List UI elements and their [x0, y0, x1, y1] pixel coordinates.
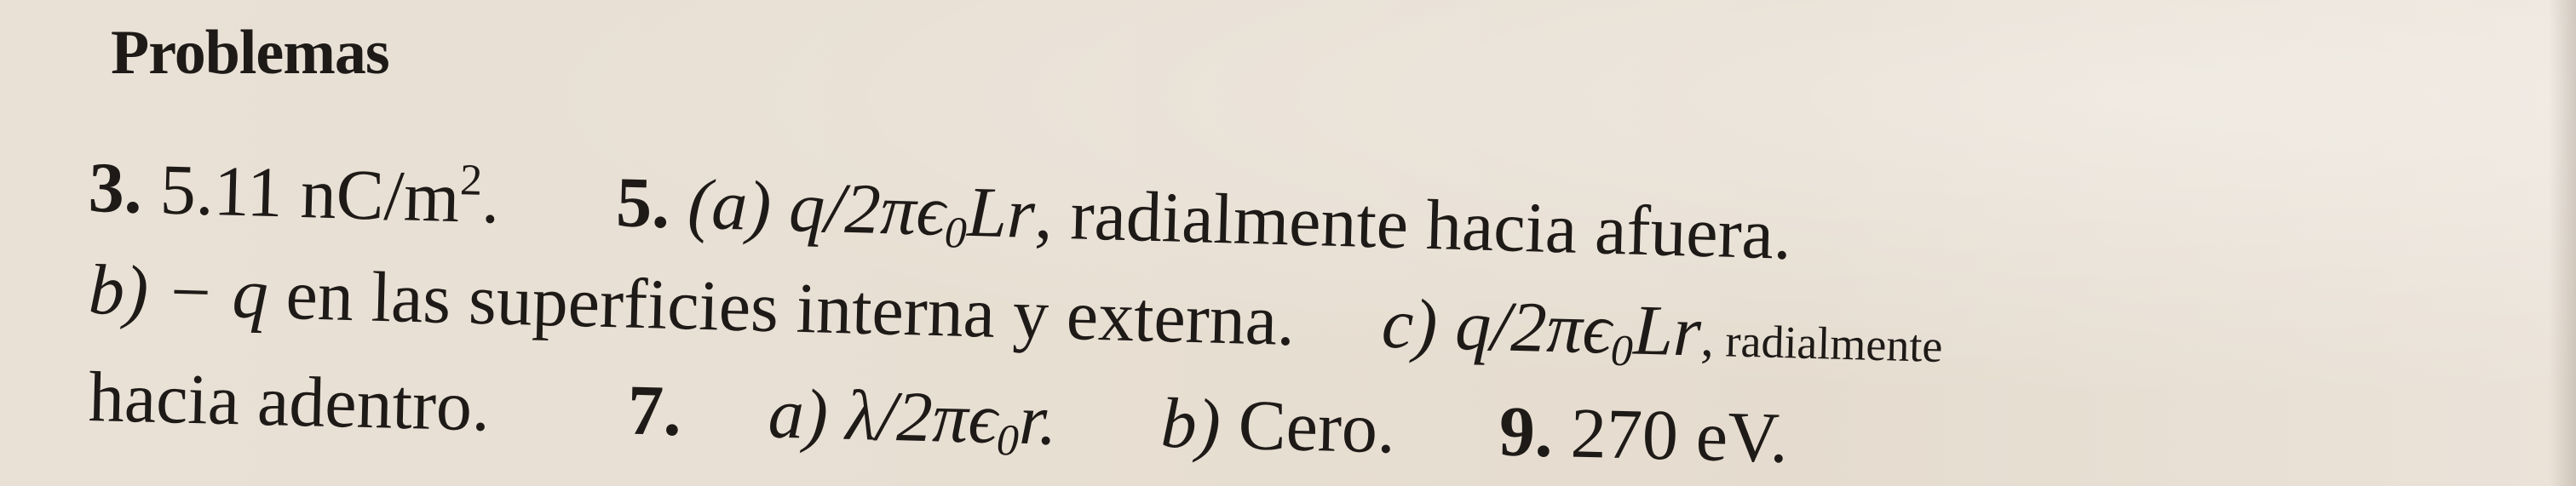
- answer-5-number: 5.: [615, 163, 671, 244]
- answer-5a-period: .: [1772, 195, 1793, 275]
- answer-5a-expression: $q/2\pi\epsilon_0Lr$: [787, 167, 1037, 258]
- answer-3-period: .: [480, 158, 501, 239]
- column-edge-shadow: [2549, 0, 2576, 486]
- answer-7a-expression: $\lambda/2\pi\epsilon_0r$.: [844, 375, 1058, 466]
- answer-7: [627, 370, 1414, 469]
- answer-3-value: 5.11 nC/m: [158, 150, 461, 238]
- answer-3: [88, 148, 519, 239]
- answer-5c-text: radialmente: [1713, 314, 1944, 372]
- answer-7b-label: b): [1159, 383, 1222, 465]
- answer-5a-text: , radialmente hacia afuera: [1033, 174, 1775, 275]
- answer-5: [615, 163, 1792, 274]
- section-heading: Problemas: [111, 18, 389, 88]
- answer-7a-label: a): [767, 374, 830, 455]
- answer-line-3: [88, 356, 1789, 485]
- answer-7b-text: Cero.: [1219, 385, 1397, 469]
- answer-5b-text: en las superficies interna y externa.: [267, 254, 1297, 362]
- answer-5c-period: .: [470, 367, 492, 447]
- answer-5b-label: b): [87, 250, 150, 331]
- answer-5c-continuation: hacia adentro: [87, 357, 474, 446]
- answer-9: [1498, 392, 1789, 477]
- answer-9-value: 270 eV.: [1569, 393, 1790, 478]
- answer-3-number: 3.: [87, 148, 144, 229]
- answer-5a-label: (a): [687, 164, 773, 247]
- answer-3-exponent: 2: [459, 156, 483, 205]
- answer-5b-expression: − q: [164, 252, 269, 334]
- answer-5c-expression: $q/2\pi\epsilon_0Lr$: [1454, 286, 1703, 376]
- answer-5c-label: c): [1380, 283, 1439, 365]
- answer-7-number: 7.: [626, 370, 683, 451]
- answer-5c-comma: ,: [1699, 309, 1716, 368]
- answer-9-number: 9.: [1498, 392, 1555, 472]
